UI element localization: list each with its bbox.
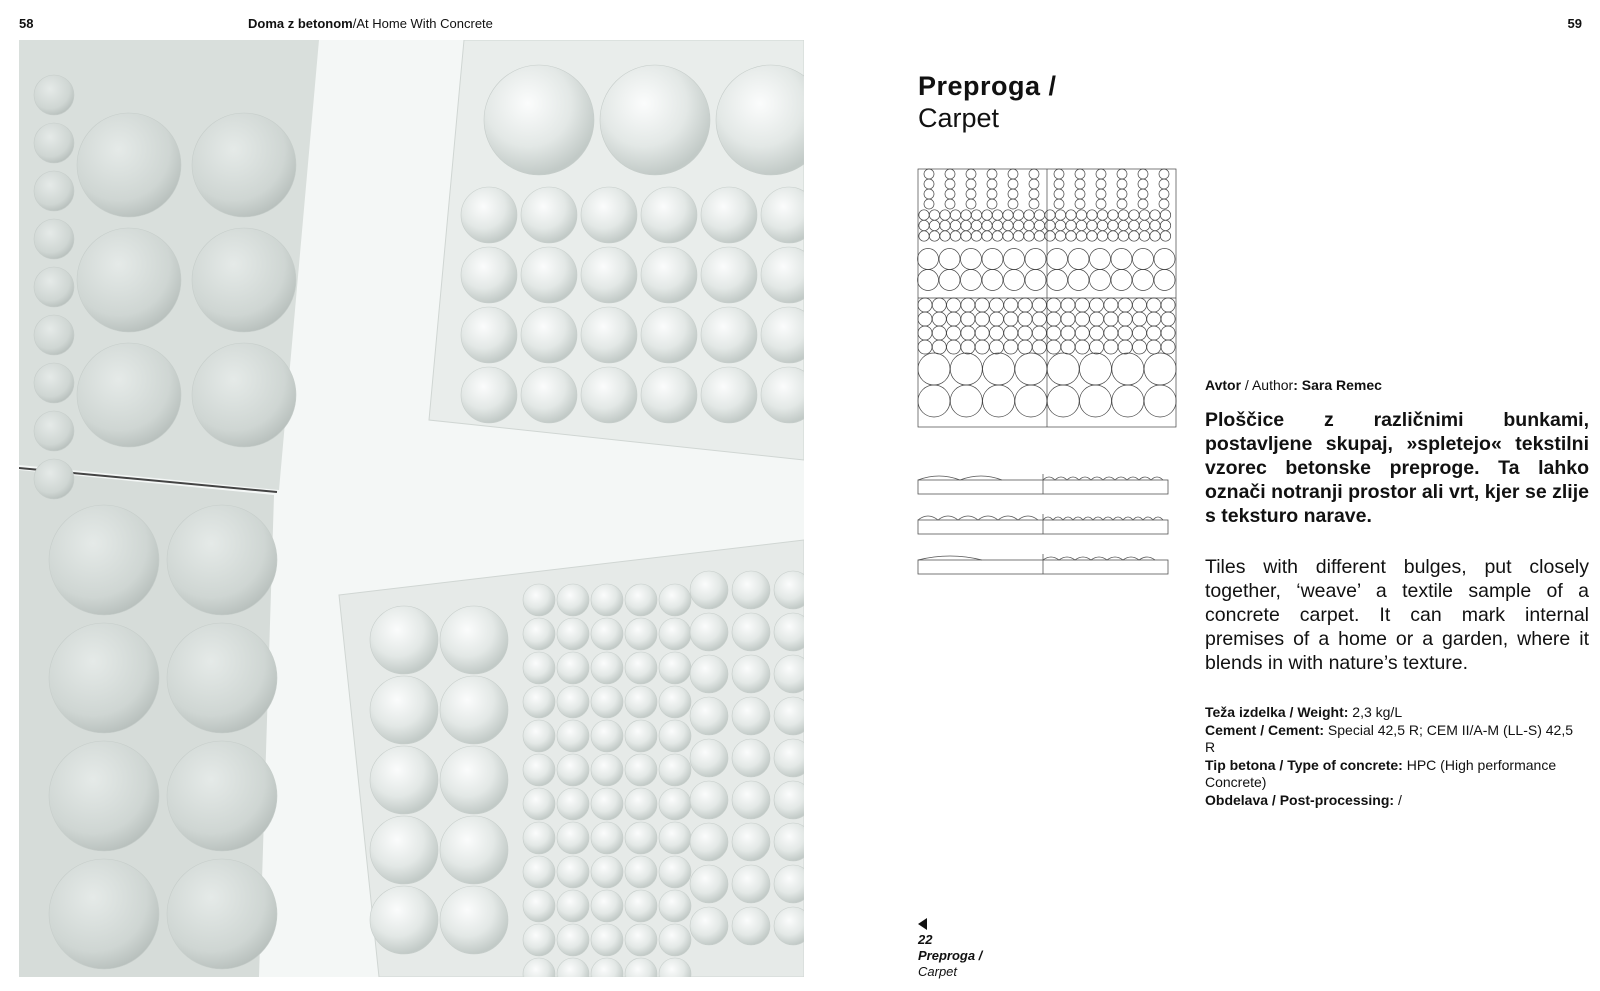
author-line: [1205, 377, 1382, 393]
spec-value: /: [1394, 791, 1402, 808]
tile-pattern-diagram: [917, 168, 1179, 430]
author-label-sl: Avtor: [1205, 377, 1242, 393]
page-number-left: 58: [19, 16, 34, 31]
spec-label: Tip betona / Type of concrete:: [1205, 756, 1403, 773]
page-number-right: 59: [1567, 16, 1582, 31]
photo-illustration: [19, 40, 804, 977]
spec-value: HPC (High performance Concrete): [1205, 756, 1557, 790]
caption-title-sl: Preproga /: [918, 948, 983, 963]
author-label-en: / Author: [1241, 377, 1294, 393]
title-sl: Preproga /: [918, 71, 1057, 101]
spec-list: [1205, 704, 1585, 809]
lead-paragraph: Ploščice z različnimi bunkami, postavljene skupaj, »spletejo« tekstilni vzorec betonske preproge. Ta lahko označi notranji prostor ali vrt, kjer se zlije s teksturo narave.: [1205, 409, 1589, 527]
caption-number: 22: [918, 932, 933, 947]
spec-value: 2,3 kg/L: [1348, 704, 1403, 720]
concrete-tile-photo: [19, 40, 804, 977]
spec-label: Obdelava / Post-processing:: [1205, 791, 1395, 808]
tile-profile-drawings: [917, 468, 1173, 578]
figure-caption: [918, 918, 982, 980]
spec-label: Teža izdelka / Weight:: [1205, 704, 1349, 720]
left-triangle-icon: [918, 918, 928, 930]
spec-value: Special 42,5 R; CEM II/A-M (LL-S) 42,5 R: [1205, 721, 1574, 755]
spec-label: Cement / Cement:: [1205, 721, 1325, 738]
body-paragraph: Tiles with different bulges, put closely together, ‘weave’ a textile sample of a concrete carpet. It can mark internal premises of a home or a garden, where it blends in with nature’s texture.: [1205, 556, 1589, 674]
book-title-en: /At Home With Concrete: [352, 16, 493, 31]
spec-cement: [1205, 722, 1585, 757]
book-title-sl: Doma z betonom: [248, 16, 353, 31]
spec-post-processing: [1205, 792, 1585, 810]
running-head: [248, 16, 493, 31]
caption-title-en: Carpet: [918, 964, 958, 979]
title-en: Carpet: [918, 103, 1000, 133]
article-title: [918, 70, 1057, 134]
spec-concrete-type: [1205, 757, 1585, 792]
author-name: : Sara Remec: [1293, 377, 1382, 393]
spec-weight: [1205, 704, 1585, 722]
